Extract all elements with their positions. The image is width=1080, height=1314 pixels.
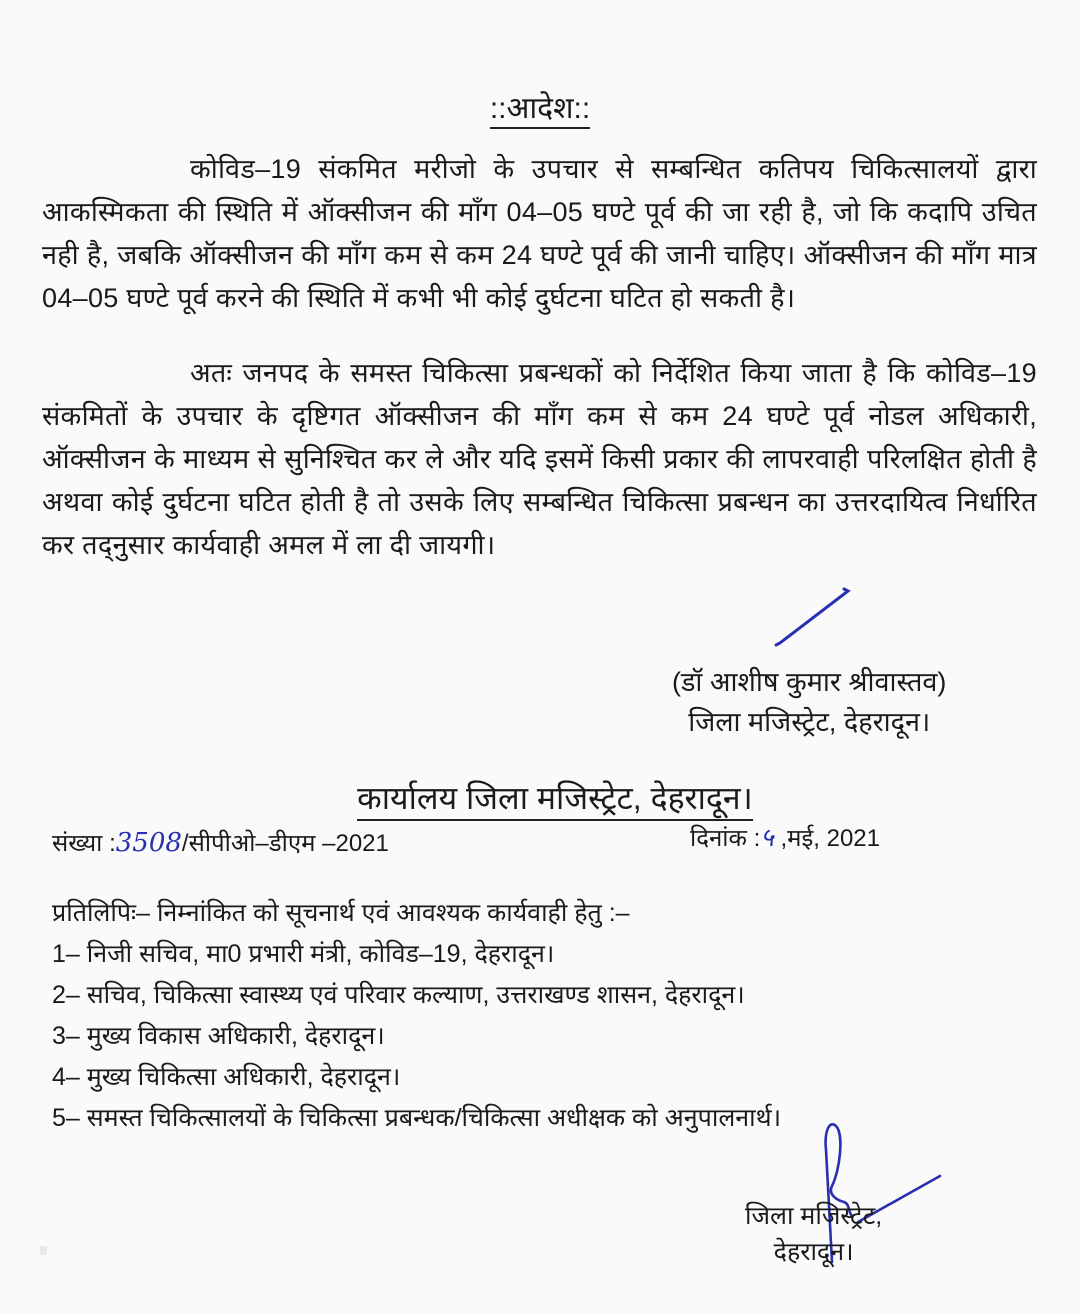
copy-to-item: 4– मुख्य चिकित्सा अधिकारी, देहरादून। [52,1063,401,1091]
date-label: दिनांक : [690,825,761,852]
copy-to-item: 1– निजी सचिव, मा0 प्रभारी मंत्री, कोविड–19, देहरादून। [52,940,555,968]
order-title [0,86,1080,127]
final-signatory-block [745,1198,882,1270]
date-rest: ,मई, 2021 [773,825,880,852]
office-heading [0,776,1080,819]
scan-artifact [40,1246,47,1255]
reference-number [52,826,389,859]
date-day-handwritten: ५ [760,823,774,853]
order-title-text: ::आदेश:: [490,92,590,129]
final-signatory-location: देहरादून। [773,1238,854,1266]
reference-suffix: /सीपीओ–डीएम –2021 [181,830,389,857]
signatory-designation: जिला मजिस्ट्रेट, देहरादून। [688,707,931,737]
copy-to-item: 2– सचिव, चिकित्सा स्वास्थ्य एवं परिवार कल्याण, उत्तराखण्ड शासन, देहरादून। [52,981,745,1009]
paragraph-2: अतः जनपद के समस्त चिकित्सा प्रबन्धकों को निर्देशित किया जाता है कि कोविड–19 संकमितों के उपचार के दृष्टिगत ऑक्सीजन की माँग कम से कम 24 घण्टे पूर्व नोडल अधिकारी, ऑक्सीजन के माध्यम से सुनिश्चित कर ले और यदि इसमें किसी प्रकार की लापरवाही परिलक्षित होती है अथवा कोई दुर्घटना घटित होती है तो उसके लिए सम्बन्धित चिकित्सा प्रबन्धन का उत्तरदायित्व निर्धारित कर तद्नुसार कार्यवाही अमल में ला दी जायगी। [42,358,1037,560]
reference-label: संख्या : [52,830,116,857]
copy-to-heading: प्रतिलिपिः– निम्नांकित को सूचनार्थ एवं आवश्यक कार्यवाही हेतु :– [52,899,630,927]
copy-to-item: 3– मुख्य विकास अधिकारी, देहरादून। [52,1022,385,1050]
paragraph-1: कोविड–19 संकमित मरीजो के उपचार से सम्बन्धित कतिपय चिकित्सालयों द्वारा आकस्मिकता की स्थिति में ऑक्सीजन की माँग 04–05 घण्टे पूर्व की जा रही है, जो कि कदापि उचित नही है, जबकि ऑक्सीजन की माँग कम से कम 24 घण्टे पूर्व की जानी चाहिए। ऑक्सीजन की माँग मात्र 04–05 घण्टे पूर्व करने की स्थिति में कभी भी कोई दुर्घटना घटित हो सकती है। [42,154,1037,313]
reference-number-handwritten: 3508 [115,828,182,858]
final-signatory-designation: जिला मजिस्ट्रेट, [745,1202,883,1230]
office-heading-text: कार्यालय जिला मजिस्ट्रेट, देहरादून। [357,780,753,821]
signature-mark-icon [770,585,860,655]
copy-to-item: 5– समस्त चिकित्सालयों के चिकित्सा प्रबन्धक/चिकित्सा अधीक्षक को अनुपालनार्थ। [52,1104,782,1132]
reference-date [690,818,880,854]
signatory-block [672,662,946,742]
signatory-name: (डॉ आशीष कुमार श्रीवास्तव) [672,667,947,697]
